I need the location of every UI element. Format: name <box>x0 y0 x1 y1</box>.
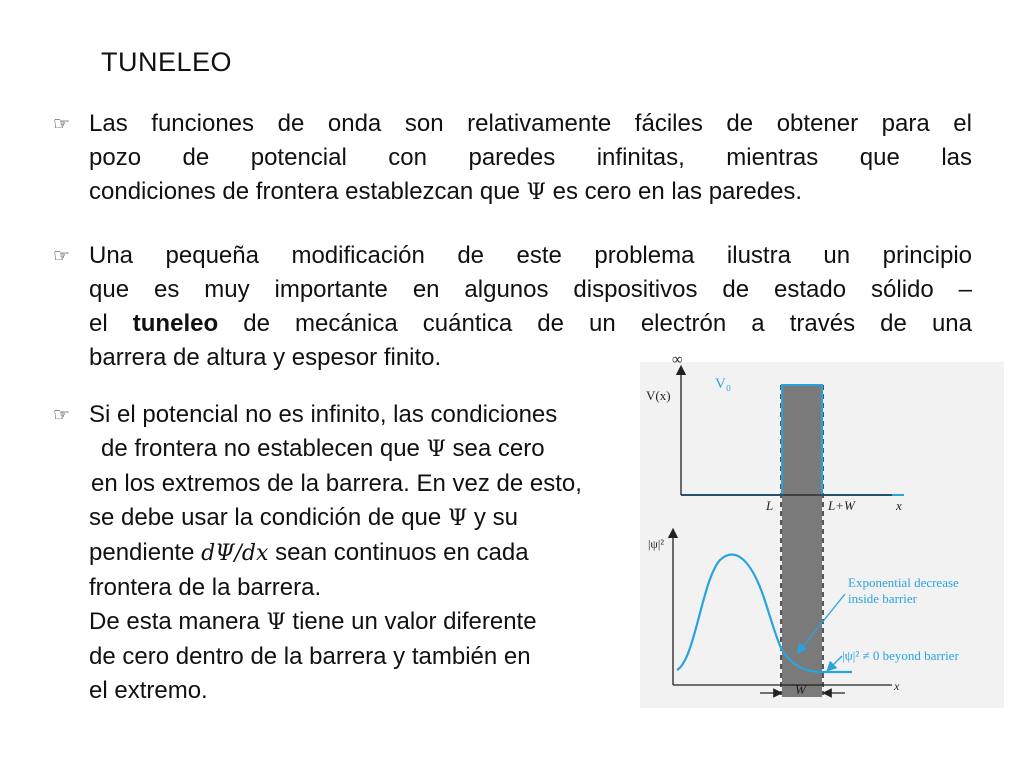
bullet-3-line-3: en los extremos de la barrera. En vez de esto, <box>91 470 582 497</box>
annotation-exponential-decrease: Exponential decrease <box>848 575 959 590</box>
annotation-beyond-barrier: |ψ|² ≠ 0 beyond barrier <box>842 648 959 663</box>
bullet-3-line-9: el extremo. <box>89 677 208 704</box>
v0-label: V₀ <box>715 376 732 392</box>
bullet-2-line-3 <box>89 307 972 341</box>
lw-label: L+W <box>828 498 855 513</box>
pointing-hand-icon: ☞ <box>53 113 71 135</box>
w-label: W <box>795 682 806 697</box>
tunneling-figure <box>640 350 1010 710</box>
l-label: L <box>766 498 774 513</box>
bullet-1-line-2: pozo de potencial con paredes infinitas, mientras que las <box>89 144 972 171</box>
tuneleo-term: tuneleo <box>132 310 219 337</box>
bullet-3-line-4-pre: se debe usar la condición de que <box>89 504 442 531</box>
bullet-3-line-4-post: y su <box>473 504 518 531</box>
bullet-3-line-7-pre: De esta manera <box>89 608 260 635</box>
bullet-3-line-8: de cero dentro de la barrera y también en <box>89 643 531 670</box>
bullet-1-line-3 <box>89 175 972 210</box>
bullet-3-line-1: Si el potencial no es infinito, las condiciones <box>89 401 558 428</box>
psi-axis-label: |ψ|² <box>648 537 664 551</box>
bullet-3-line-5-post: sean continuos en cada <box>275 539 529 566</box>
potential-barrier <box>782 385 822 697</box>
bullet-1 <box>53 107 972 210</box>
psi-symbol: Ψ <box>266 610 286 635</box>
pointing-hand-icon: ☞ <box>53 245 71 267</box>
psi-symbol: Ψ <box>426 437 446 462</box>
derivative-expression: dΨ/dx <box>201 541 269 566</box>
bullet-3 <box>53 398 729 708</box>
bullet-3-line-6: frontera de la barrera. <box>89 574 322 601</box>
bullet-3-line-2-pre: de frontera no establecen que <box>101 435 420 462</box>
pointing-hand-icon: ☞ <box>53 404 71 426</box>
infinity-label: ∞ <box>672 352 683 368</box>
bullet-2-line-3-pre: el <box>89 310 108 337</box>
slide-title: TUNELEO <box>101 47 233 77</box>
bullet-1-line-1: Las funciones de onda son relativamente fáciles de obtener para el <box>89 110 972 137</box>
bullet-2-line-3-post: de mecánica cuántica de un electrón a través de una <box>243 310 973 337</box>
bullet-3-line-2 <box>89 432 729 467</box>
annotation-inside-barrier: inside barrier <box>848 591 917 606</box>
psi-symbol: Ψ <box>447 506 468 531</box>
x-axis-bottom-label: x <box>894 679 900 693</box>
v-axis-label: V(x) <box>646 388 671 403</box>
bullet-3-line-2-post: sea cero <box>452 435 545 462</box>
bullet-3-line-5-pre: pendiente <box>89 539 195 566</box>
bullet-1-line-3-post: es cero en las paredes. <box>552 178 803 205</box>
bullet-2-line-2: que es muy importante en algunos dispositivos de estado sólido – <box>89 276 972 303</box>
tunneling-diagram <box>640 350 1010 710</box>
bullet-2-line-4: barrera de altura y espesor finito. <box>89 344 442 371</box>
bullet-3-line-7 <box>89 605 729 640</box>
bullet-3-line-7-post: tiene un valor diferente <box>292 608 537 635</box>
x-axis-top-label: x <box>896 498 902 513</box>
psi-symbol: Ψ <box>526 180 546 205</box>
bullet-3-line-4 <box>89 501 729 536</box>
bullet-1-line-3-pre: condiciones de frontera establezcan que <box>89 178 520 205</box>
bullet-3-line-5 <box>89 536 729 571</box>
bullet-2-line-1: Una pequeña modificación de este problema ilustra un principio <box>89 242 972 269</box>
